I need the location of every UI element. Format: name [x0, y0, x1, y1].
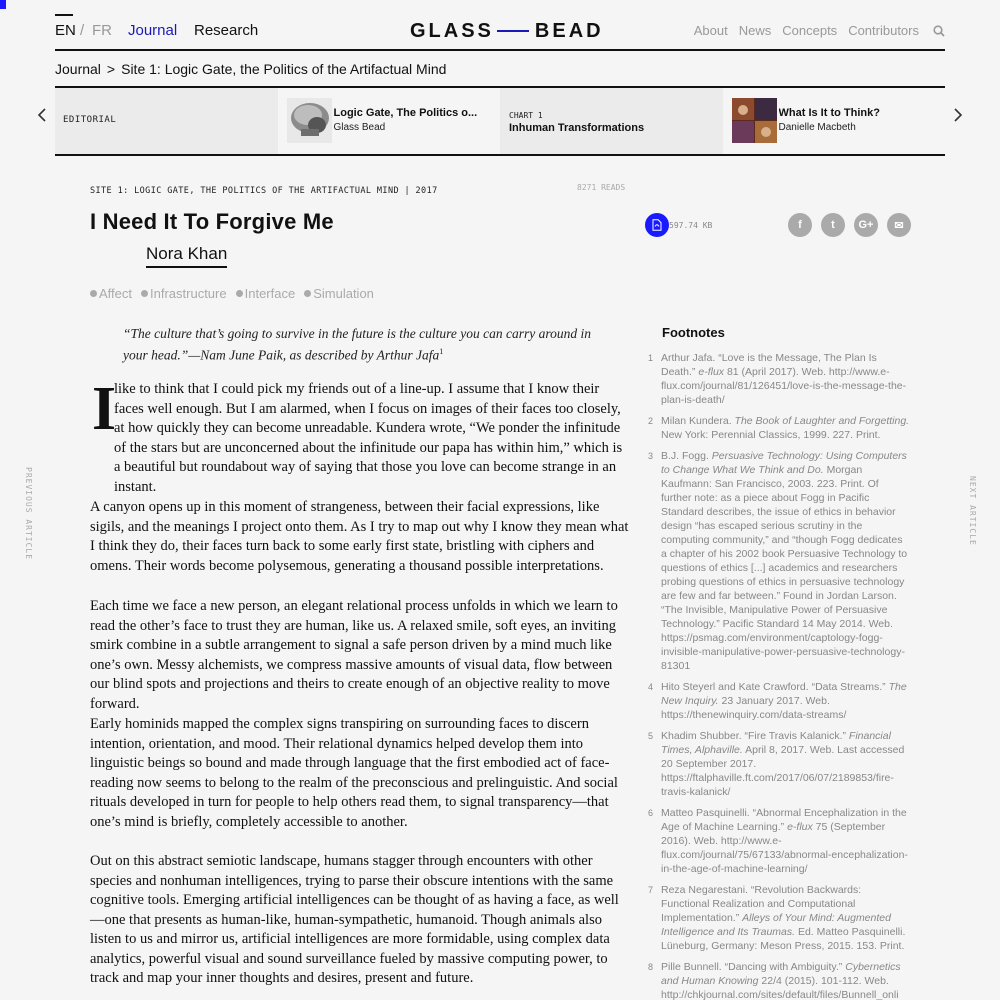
facebook-icon: f: [798, 219, 802, 231]
carousel-card-logic-gate[interactable]: [278, 88, 501, 154]
footnote-ref-1[interactable]: 1: [439, 346, 444, 356]
language-en-link[interactable]: EN: [55, 22, 76, 39]
footnotes-heading: Footnotes: [662, 325, 725, 340]
previous-article-link[interactable]: PREVIOUS ARTICLE: [24, 467, 33, 561]
tag-affect[interactable]: Affect: [90, 286, 132, 301]
article-meta: SITE 1: LOGIC GATE, THE POLITICS OF THE ARTIFACTUAL MIND | 2017: [90, 186, 438, 196]
share-facebook-button[interactable]: [788, 213, 812, 237]
read-count: 8271 READS: [577, 183, 626, 192]
footnote-number: 7: [648, 885, 654, 895]
tag-list: [90, 286, 374, 301]
footnote-number: 4: [648, 682, 654, 692]
nav-about-link[interactable]: About: [693, 23, 728, 38]
footnote-text: Hito Steyerl and Kate Crawford. “Data Streams.”: [661, 681, 889, 693]
footnote-source: Persuasive Technology: Using Computers to Change What We Think and Do.: [661, 450, 907, 476]
site-logo[interactable]: [410, 19, 604, 43]
epigraph: [123, 325, 613, 364]
footnote-item: [648, 960, 910, 1000]
author-link[interactable]: Nora Khan: [146, 244, 227, 268]
footnote-text: Khadim Shubber. “Fire Travis Kalanick.”: [661, 730, 849, 742]
footnote-text[interactable]: 75 (September 2016). Web. http://www.e-flux.com/journal/75/67133/abnormal-encephalization-in-the-age-of-machine-learning/: [661, 821, 908, 875]
chevron-right-icon[interactable]: [950, 108, 964, 122]
tag-infrastructure[interactable]: Infrastructure: [141, 286, 227, 301]
footnote-item: [648, 883, 910, 953]
tag-interface[interactable]: Interface: [236, 286, 296, 301]
card-label: EDITORIAL: [63, 115, 117, 125]
nav-concepts-link[interactable]: Concepts: [782, 23, 838, 38]
drop-cap: I: [92, 375, 117, 443]
carousel-card-chart[interactable]: [500, 88, 723, 154]
chevron-left-icon[interactable]: [36, 108, 50, 122]
top-navigation: [55, 14, 945, 51]
paragraph-text: like to think that I could pick my friends out of a line-up. I assume that I know their faces well enough. But I am alarmed, when I focus on images of their faces too closely, at how quickly they can become unreadable. Kundera wrote, “We ponder the infinitude of the stars but are unconcerned about the infinitude our papa has within him,” which is a beautiful but roundabout way of saying that those you love can become strange in an instant.: [114, 381, 623, 495]
share-twitter-button[interactable]: [821, 213, 845, 237]
carousel-card-what-is-it-to-think[interactable]: [723, 88, 946, 154]
pdf-icon: [652, 219, 662, 231]
body-paragraph-3: Each time we face a new person, an elegant relational process unfolds in which we learn to read the other’s face to trust they are human, like us. A relaxed smile, soft eyes, an inviting smirk combine in a subtle arrangement to signal a safe person driven by a mind much like one’s own. Messy alchemists, we compress massive amounts of visual data, flow between our blind spots and projections and theirs to create enough of an objective reality to move forward.: [90, 598, 618, 712]
footnote-source: Alleys of Your Mind: Augmented Intelligence and Its Traumas.: [661, 912, 891, 938]
footnote-source: The Book of Laughter and Forgetting.: [734, 415, 910, 427]
card-subtitle: Glass Bead: [333, 122, 386, 133]
footnote-item: [648, 414, 910, 442]
logo-text-left: GLASS: [410, 19, 494, 42]
footnote-number: 8: [648, 962, 654, 972]
footnote-item: [648, 806, 910, 876]
language-separator: /: [80, 22, 85, 39]
body-paragraph-4: Early hominids mapped the complex signs transpiring on surrounding faces to discern intention, orientation, and mood. Their relational dynamics helped develop them into linguistic beings so bound and made through language that the first embodied act of face-reading now seems to belong to the realm of the preconscious and prelinguistic. And social rituals developed in turn for people to help others read them, to signal transparency—that one’s mind is briefly, completely accessible to another.: [90, 716, 618, 830]
footnote-text: Pille Bunnell. “Dancing with Ambiguity.”: [661, 961, 846, 973]
footnote-text: Milan Kundera.: [661, 415, 735, 427]
body-paragraph-5: Out on this abstract semiotic landscape, humans stagger through encounters with other species and nonhuman intelligences, trying to parse their obscure intentions with the same cognitive tools. Emerging artificial intelligences can be thought of as having a face, as well—one that presents as human-like, human-sympathetic, humanoid. Though animals also listen to us and mirror us, artificial intelligences are more formidable, using complex data analytics, powerful visual and sound surveillance fueled by massive computing power, to track and map your inner thoughts and desires, present and future.: [90, 853, 619, 986]
carousel-card-editorial[interactable]: [55, 88, 278, 154]
footnote-number: 5: [648, 731, 654, 741]
footnote-text: New York: Perennial Classics, 1999. 227. Print.: [661, 429, 881, 441]
breadcrumb-separator: >: [106, 61, 116, 77]
share-google-plus-button[interactable]: [854, 213, 878, 237]
footnote-text[interactable]: 23 January 2017. Web. https://thenewinquiry.com/data-streams/: [661, 695, 847, 721]
footnote-source: Cybernetics and Human Knowing: [661, 961, 901, 987]
reading-progress-indicator: [0, 0, 6, 9]
pdf-file-size: 597.74 KB: [669, 221, 713, 230]
footnote-text: Matteo Pasquinelli. “Abnormal Encephalization in the Age of Machine Learning.”: [661, 807, 907, 833]
breadcrumb: [55, 61, 446, 77]
footnote-text: Reza Negarestani. “Revolution Backwards: Functional Realization and Computational Implementation.”: [661, 884, 862, 924]
footnote-item: [648, 729, 910, 799]
nav-research-link[interactable]: Research: [194, 22, 259, 39]
body-paragraph-2: A canyon opens up in this moment of strangeness, between their facial expressions, like sigils, and the meanings I project onto them. As I try to map out why I know they mean what I think they do, their faces turn back to some early first state, bristling with ciphers and omens. Their words become polysemous, generating a thousand possible interpretations.: [90, 499, 629, 574]
card-title: Inhuman Transformations: [509, 122, 645, 134]
footnote-source: e-flux: [787, 821, 813, 833]
footnote-item: [648, 449, 910, 673]
language-fr-link[interactable]: FR: [92, 22, 112, 39]
card-kicker: CHART 1: [509, 111, 543, 120]
article-title: I Need It To Forgive Me: [90, 209, 334, 234]
body-paragraph-1: [90, 375, 630, 497]
article-carousel: [55, 86, 945, 156]
footnote-text[interactable]: April 8, 2017. Web. Last accessed 20 September 2017. https://ftalphaville.ft.com/2017/06/07/2189853/fire-travis-kalanick/: [661, 744, 905, 798]
next-article-link[interactable]: NEXT ARTICLE: [968, 476, 977, 546]
card-title: What Is It to Think?: [778, 107, 880, 119]
footnote-item: [648, 680, 910, 722]
footnote-text[interactable]: 22/4 (2015). 101-112. Web. http://chkjournal.com/sites/default/files/Bunnell_onli: [661, 975, 899, 1000]
footnote-text: B.J. Fogg.: [661, 450, 712, 462]
footnote-item: [648, 351, 910, 407]
footnote-number: 3: [648, 451, 654, 461]
breadcrumb-current: Site 1: Logic Gate, the Politics of the Artifactual Mind: [121, 61, 447, 77]
footnote-text[interactable]: Morgan Kaufmann: San Francisco, 2003. 223. Print. Of further note: as a piece about Fogg in Pacific Standard describes, the issue of ethics in behavior design “has escaped serious scrutiny in the computing community,” and “though Fogg dedicates a chapter of his 2002 book Persuasive Technology to questions of ethics [...] academics and researchers probing questions of ethics in persuasive technology are few and far between.” Found in Jordan Larson. “The Invisible, Manipulative Power of Persuasive Technology.” Pacific Standard 14 May 2014. Web. https://psmag.com/environment/captology-fogg-invisible-manipulative-power-persuasive-technology-81301: [661, 464, 908, 672]
footnote-number: 1: [648, 353, 654, 363]
google-plus-icon: G+: [858, 219, 874, 231]
painting-thumbnail-image: [732, 98, 777, 143]
nav-contributors-link[interactable]: Contributors: [848, 23, 919, 38]
footnote-source: The New Inquiry.: [661, 681, 907, 707]
footnote-number: 2: [648, 416, 654, 426]
footnote-text: Ed. Matteo Pasquinelli. Lüneburg, Germany: Meson Press, 2015. 153. Print.: [661, 926, 906, 952]
card-subtitle: Danielle Macbeth: [778, 122, 856, 133]
card-title: Logic Gate, The Politics o...: [333, 107, 478, 119]
twitter-icon: t: [831, 219, 835, 231]
pdf-download-button[interactable]: [645, 213, 669, 237]
footnote-text: Arthur Jafa. “Love is the Message, The Plan Is Death.”: [661, 352, 877, 378]
skull-thumbnail-image: [287, 98, 332, 143]
footnote-number: 6: [648, 808, 654, 818]
secondary-navigation: [694, 23, 945, 38]
nav-journal-link[interactable]: Journal: [128, 22, 178, 39]
tag-simulation[interactable]: Simulation: [304, 286, 374, 301]
email-icon: ✉: [894, 219, 904, 232]
logo-divider-line: [497, 30, 529, 32]
footnotes-list: [648, 351, 910, 1000]
nav-news-link[interactable]: News: [738, 23, 772, 38]
footnote-text[interactable]: 81 (April 2017). Web. http://www.e-flux.com/journal/81/126451/love-is-the-message-the-plan-is-death/: [661, 366, 907, 406]
logo-text-right: BEAD: [534, 19, 604, 42]
footnote-source: e-flux: [698, 366, 725, 378]
footnote-source: Financial Times, Alphaville.: [661, 730, 891, 756]
share-email-button[interactable]: [887, 213, 911, 237]
breadcrumb-journal-link[interactable]: Journal: [55, 61, 101, 77]
search-icon[interactable]: [933, 25, 945, 37]
epigraph-text: “The culture that’s going to survive in the future is the culture you can carry around in your head.”—Nam June Paik, as described by Arthur Jafa: [123, 326, 591, 362]
